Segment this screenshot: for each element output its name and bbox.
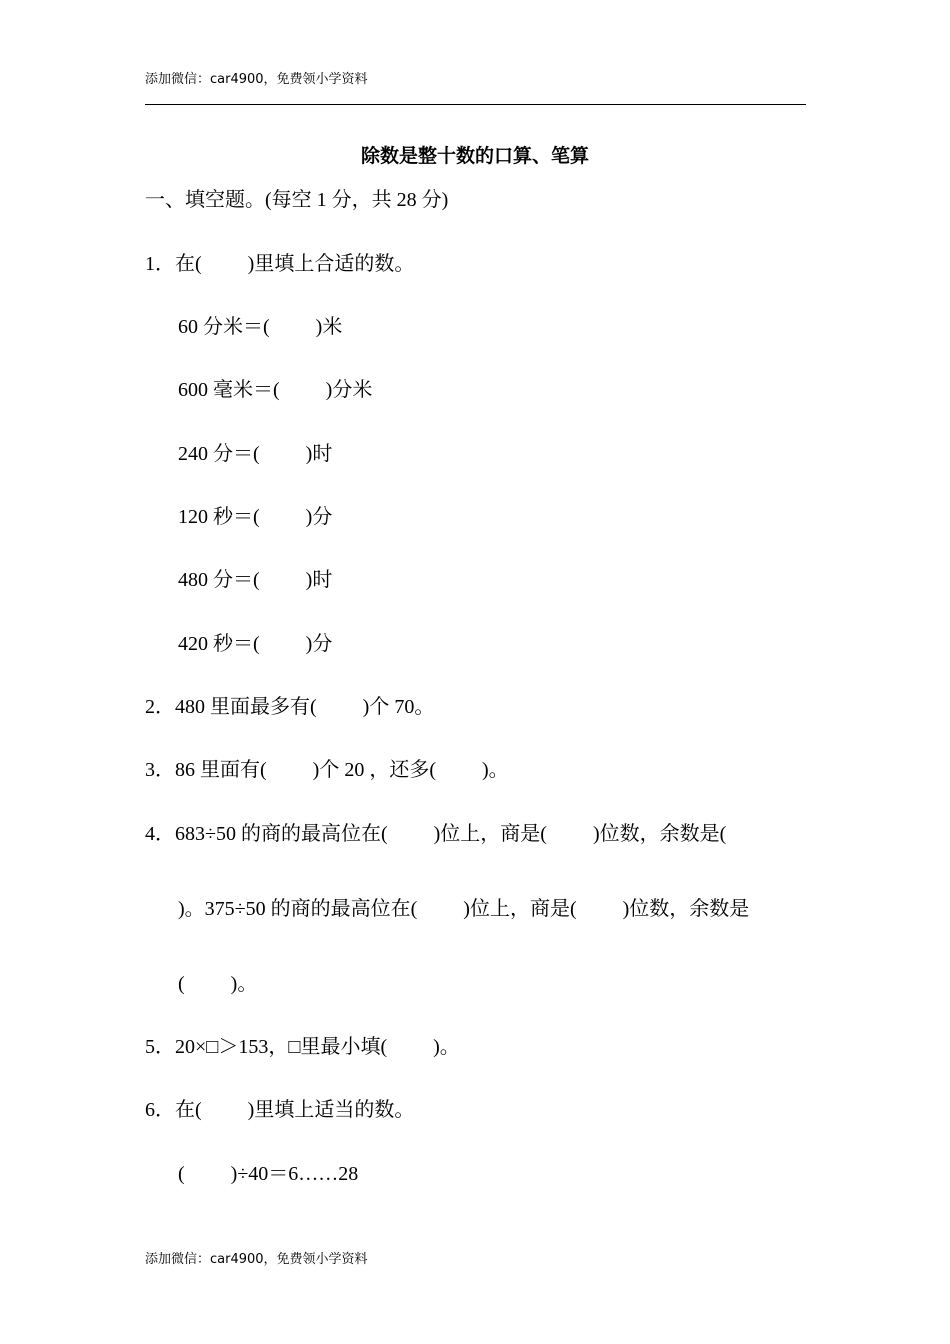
question-2: 2．480 里面最多有( )个 70。 [145,696,435,718]
question-1: 1．在( )里填上合适的数。 [145,253,415,275]
header-rule [145,104,806,105]
question-4-line-1: 4．683÷50 的商的最高位在( )位上，商是( )位数，余数是( [145,823,727,845]
question-4-line-2: )。375÷50 的商的最高位在( )位上，商是( )位数，余数是 [178,898,750,920]
question-3: 3．86 里面有( )个 20 ，还多( )。 [145,759,509,781]
q1-item: 600 毫米＝( )分米 [178,379,373,401]
q1-item: 60 分米＝( )米 [178,316,343,338]
q6-item: ( )÷40＝6……28 [178,1163,359,1185]
question-4-line-3: ( )。 [178,973,258,995]
section-heading: 一、填空题。(每空 1 分，共 28 分) [145,189,449,211]
page-title: 除数是整十数的口算、笔算 [360,145,589,167]
q1-item: 420 秒＝( )分 [178,633,333,655]
q1-item: 480 分＝( )时 [178,569,333,591]
q1-item: 240 分＝( )时 [178,443,333,465]
q1-item: 120 秒＝( )分 [178,506,333,528]
question-6: 6．在( )里填上适当的数。 [145,1099,415,1121]
question-5: 5．20×□＞153，□里最小填( )。 [145,1036,460,1058]
page-footer: 添加微信：car4900，免费领小学资料 [145,1252,368,1267]
page-header: 添加微信：car4900，免费领小学资料 [145,72,368,87]
